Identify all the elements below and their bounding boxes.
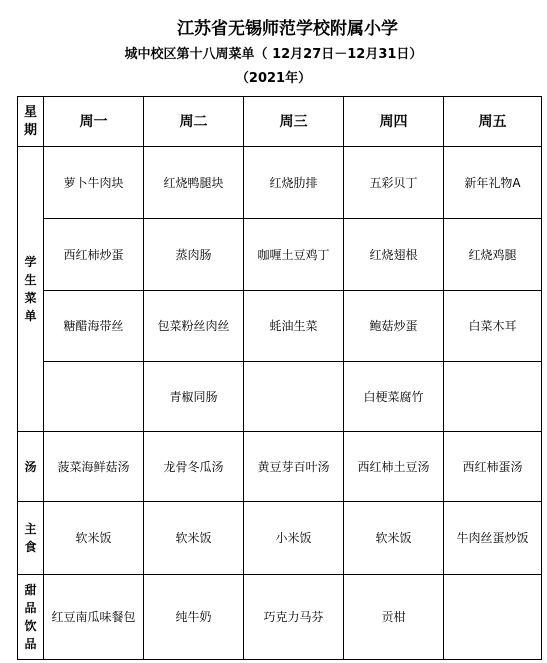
soup-cell: 西红柿土豆汤 (344, 432, 444, 502)
day-header: 周三 (244, 97, 344, 147)
dish-cell: 鲍菇炒蛋 (344, 291, 444, 362)
dish-cell: 五彩贝丁 (344, 147, 444, 219)
staple-cell: 软米饭 (344, 502, 444, 575)
dish-cell: 新年礼物A (444, 147, 542, 219)
dish-cell: 包菜粉丝肉丝 (144, 291, 244, 362)
dish-cell: 红烧肋排 (244, 147, 344, 219)
dish-cell (444, 362, 542, 432)
dish-cell: 咖喱土豆鸡丁 (244, 219, 344, 291)
soup-category: 汤 (18, 432, 44, 502)
dish-cell: 红烧鸭腿块 (144, 147, 244, 219)
student-dish-row (18, 362, 542, 432)
soup-cell: 龙骨冬瓜汤 (144, 432, 244, 502)
day-header: 周一 (44, 97, 144, 147)
dessert-cell (444, 575, 542, 660)
staple-cell: 小米饭 (244, 502, 344, 575)
dessert-cell: 贡柑 (344, 575, 444, 660)
dish-cell: 红烧翅根 (344, 219, 444, 291)
dessert-category: 甜品饮品 (18, 575, 44, 660)
soup-row (18, 432, 542, 502)
soup-cell: 黄豆芽百叶汤 (244, 432, 344, 502)
day-header-row (18, 97, 542, 147)
year-label: （2021年） (235, 71, 312, 86)
dish-cell: 糖醋海带丝 (44, 291, 144, 362)
soup-cell: 西红柿蛋汤 (444, 432, 542, 502)
dish-cell (244, 362, 344, 432)
dish-cell: 白菜木耳 (444, 291, 542, 362)
soup-cell: 菠菜海鲜菇汤 (44, 432, 144, 502)
dish-cell: 蚝油生菜 (244, 291, 344, 362)
staple-cell: 软米饭 (44, 502, 144, 575)
dish-cell: 白梗菜腐竹 (344, 362, 444, 432)
week-subtitle: 城中校区第十八周菜单（ 12月27日－12月31日） (124, 47, 423, 62)
staple-cell: 软米饭 (144, 502, 244, 575)
staple-category: 主食 (18, 502, 44, 575)
day-header: 周二 (144, 97, 244, 147)
student-dish-row (18, 219, 542, 291)
menu-header (0, 0, 547, 96)
dish-cell: 青椒同肠 (144, 362, 244, 432)
dessert-cell: 红豆南瓜味餐包 (44, 575, 144, 660)
dessert-row (18, 575, 542, 660)
day-header: 周五 (444, 97, 542, 147)
student-dish-row (18, 291, 542, 362)
student-dish-row (18, 147, 542, 219)
dish-cell: 红烧鸡腿 (444, 219, 542, 291)
dessert-cell: 纯牛奶 (144, 575, 244, 660)
weekly-menu-table (17, 96, 542, 660)
student-dishes-category: 学生菜单 (18, 147, 44, 432)
dish-cell: 西红柿炒蛋 (44, 219, 144, 291)
staple-cell: 牛肉丝蛋炒饭 (444, 502, 542, 575)
school-name: 江苏省无锡师范学校附属小学 (177, 19, 398, 39)
staple-row (18, 502, 542, 575)
corner-header: 星期 (18, 97, 44, 147)
day-header: 周四 (344, 97, 444, 147)
dish-cell (44, 362, 144, 432)
dish-cell: 萝卜牛肉块 (44, 147, 144, 219)
dish-cell: 蒸肉肠 (144, 219, 244, 291)
dessert-cell: 巧克力马芬 (244, 575, 344, 660)
